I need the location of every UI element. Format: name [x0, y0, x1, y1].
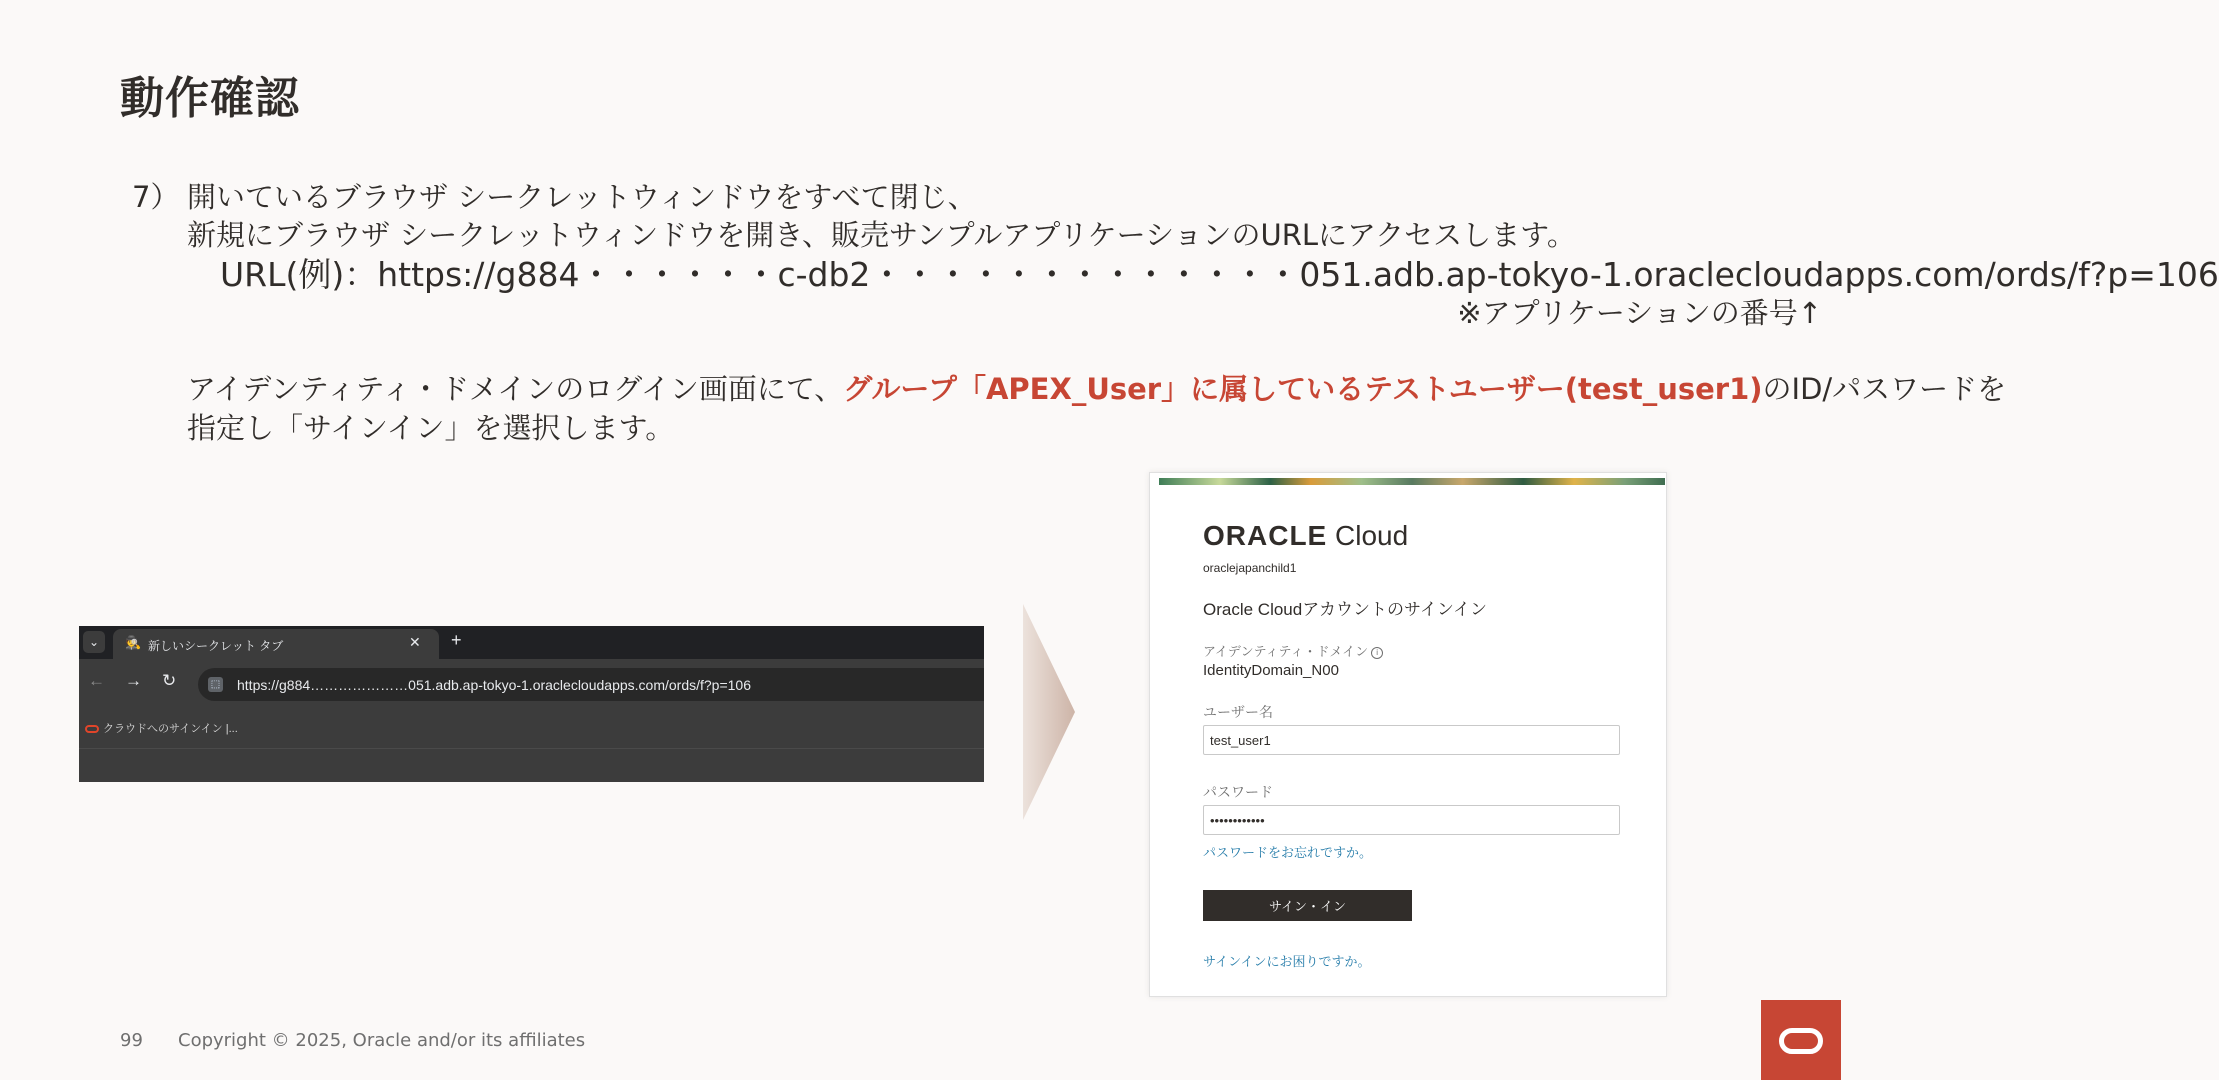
app-number-note: ※アプリケーションの番号↑ — [1457, 296, 1822, 330]
copyright: Copyright © 2025, Oracle and/or its affiliates — [178, 1030, 586, 1051]
trouble-signin-link[interactable]: サインインにお困りですか。 — [1203, 954, 1371, 969]
plus-icon[interactable]: + — [451, 630, 462, 650]
password-field[interactable] — [1203, 805, 1620, 835]
tenant-name: oraclejapanchild1 — [1203, 561, 1297, 575]
page-number: 99 — [120, 1030, 143, 1051]
site-info-icon[interactable]: ⬚ — [208, 677, 223, 692]
browser-window — [79, 626, 984, 782]
url-example: URL(例)：https://g884・・・・・・c-db2・・・・・・・・・・・・・051.adb.ap-tokyo-1.oraclecloudapps.com/ords/f?p=106 — [220, 255, 2219, 294]
instruction-suffix: のID/パスワードを — [1762, 372, 2007, 406]
incognito-icon: 🕵 — [125, 635, 142, 650]
address-bar[interactable] — [198, 668, 984, 701]
identity-domain-label: アイデンティティ・ドメイン i — [1203, 641, 1383, 660]
identity-domain-value: IdentityDomain_N00 — [1203, 662, 1339, 679]
password-label: パスワード — [1203, 784, 1273, 800]
tab-incognito[interactable] — [113, 629, 439, 659]
bookmark-item[interactable] — [85, 720, 238, 736]
info-icon[interactable]: i — [1371, 647, 1383, 659]
oracle-bookmark-icon — [85, 725, 99, 733]
step-line-1: 開いているブラウザ シークレットウィンドウをすべて閉じ、 — [187, 180, 977, 214]
instruction-prefix: アイデンティティ・ドメインのログイン画面にて、 — [187, 372, 844, 406]
tab-title: 新しいシークレット タブ — [148, 639, 284, 653]
divider — [79, 748, 984, 749]
step-line-2: 新規にブラウザ シークレットウィンドウを開き、販売サンプルアプリケーションのURLにアクセスします。 — [187, 218, 1576, 252]
address-url[interactable]: https://g884…………………051.adb.ap-tokyo-1.oraclecloudapps.com/ords/f?p=106 — [237, 677, 752, 693]
oracle-ring-icon — [1779, 1028, 1823, 1054]
arrow-right-icon — [1023, 604, 1075, 820]
decorative-banner — [1159, 478, 1665, 485]
oracle-cloud-logo: ORACLE Cloud — [1203, 520, 1409, 551]
oracle-logo — [1761, 1000, 1841, 1080]
tab-dropdown-icon[interactable]: ⌄ — [83, 631, 105, 653]
instruction-line-2: 指定し「サインイン」を選択します。 — [187, 411, 675, 445]
reload-icon[interactable]: ↻ — [162, 671, 177, 690]
forward-arrow-icon[interactable]: → — [125, 671, 142, 690]
instruction-highlight: グループ「APEX_User」に属しているテストユーザー(test_user1) — [843, 372, 1763, 406]
signin-heading: Oracle Cloudアカウントのサインイン — [1203, 600, 1488, 619]
bookmark-label: クラウドへのサインイン |... — [103, 723, 238, 735]
signin-panel — [1149, 472, 1667, 997]
tab-bar — [79, 626, 984, 659]
signin-button[interactable]: サイン・イン — [1203, 890, 1412, 921]
username-label: ユーザー名 — [1203, 704, 1273, 720]
page-title: 動作確認 — [120, 73, 300, 124]
forgot-password-link[interactable]: パスワードをお忘れですか。 — [1203, 845, 1373, 860]
username-field[interactable] — [1203, 725, 1620, 755]
step-number: 7） — [132, 180, 180, 214]
back-arrow-icon[interactable]: ← — [88, 671, 105, 690]
close-icon[interactable]: ✕ — [409, 634, 421, 650]
instruction-line-1 — [187, 370, 2006, 408]
